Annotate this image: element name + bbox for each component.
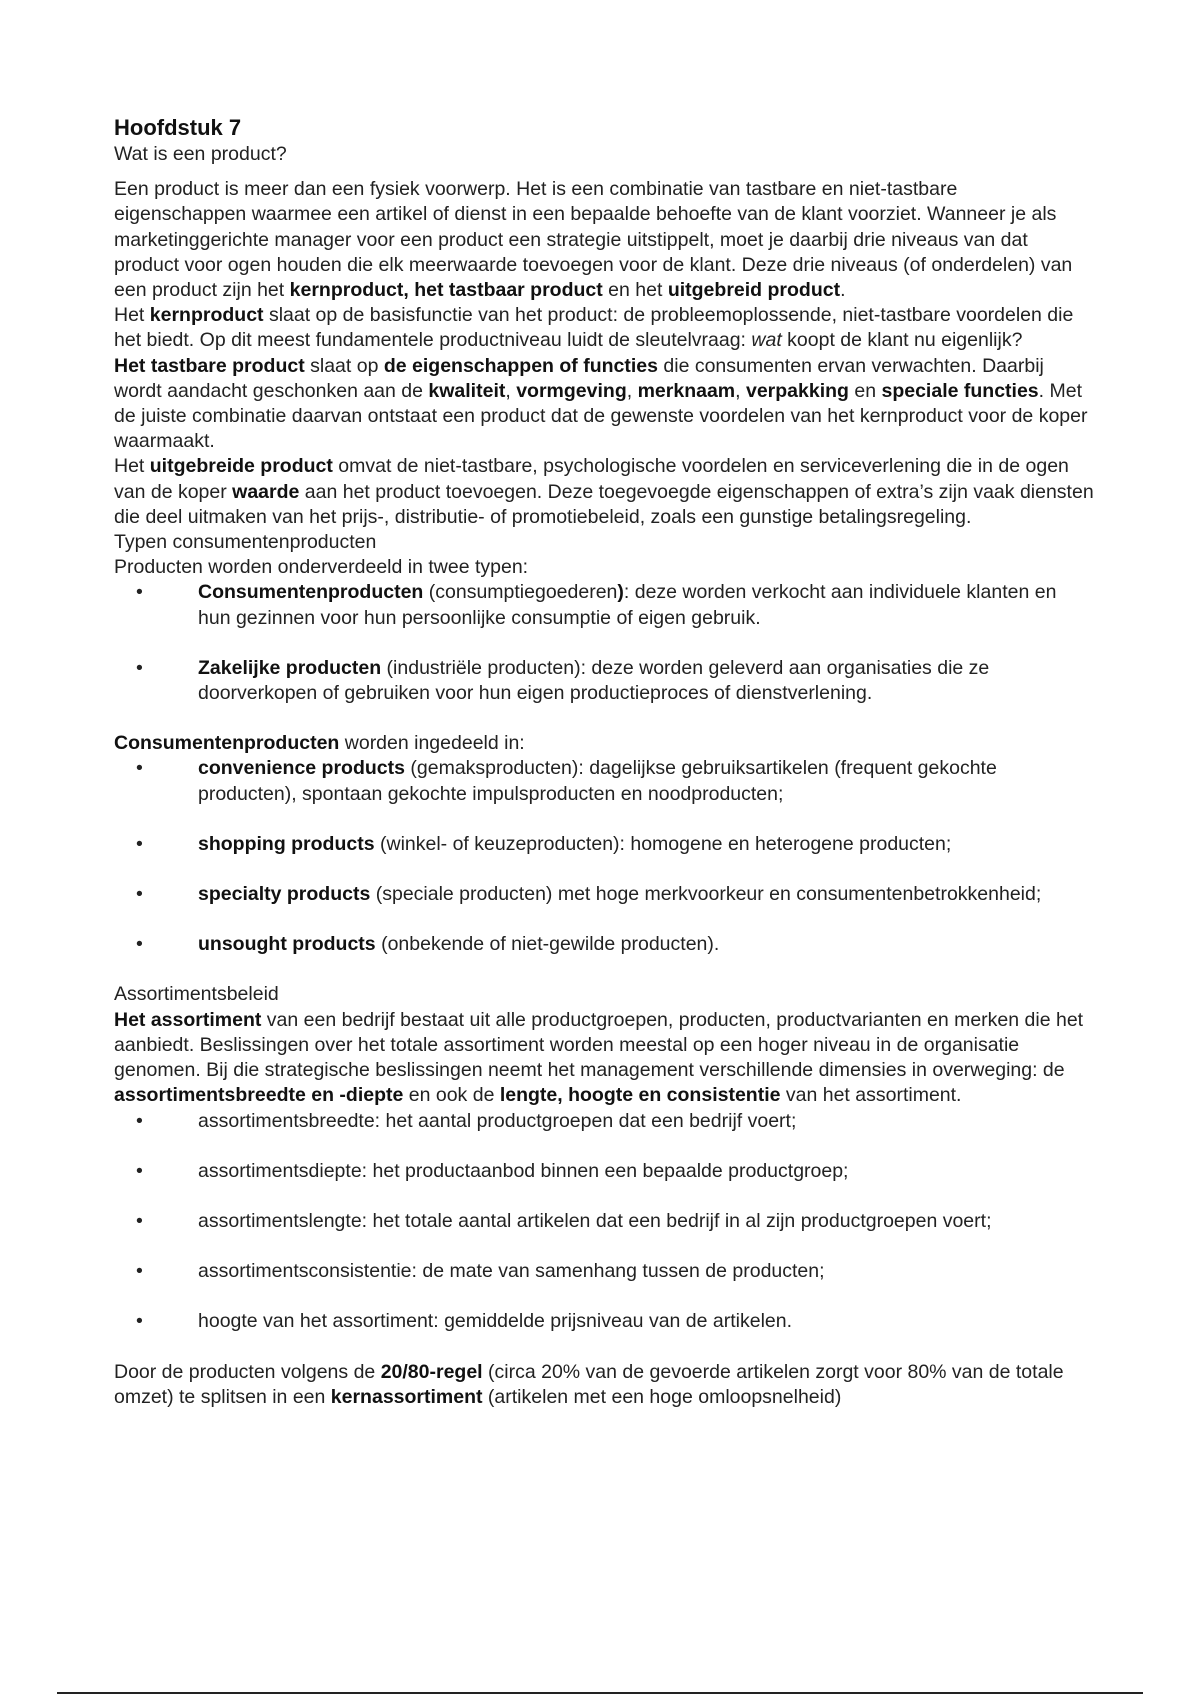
section-intro-typen: Producten worden onderverdeeld in twee typen: xyxy=(114,556,529,579)
text-run: . xyxy=(840,279,846,302)
term-20-80-regel: 20/80-regel xyxy=(380,1360,483,1383)
list-consumer-product-categories xyxy=(114,756,1094,957)
text-run: , xyxy=(403,279,415,302)
term-breedte-diepte: assortimentsbreedte en -diepte xyxy=(114,1084,404,1107)
term-convenience-products: convenience products xyxy=(198,757,405,780)
text-run: (industriële producten): deze worden geleverd aan organisaties die ze doorverkopen of gebruiken voor hun eigen productieproces of dienstverlening. xyxy=(198,656,990,705)
chapter-heading: Hoofdstuk 7 xyxy=(114,115,242,140)
text-run: , xyxy=(626,379,638,402)
text-run: slaat op xyxy=(304,354,384,377)
term-lengte-hoogte-consistentie: lengte, hoogte en consistentie xyxy=(499,1084,781,1107)
text-run: die consumenten ervan verwachten. Daarbij wordt aandacht geschonken aan de xyxy=(114,354,1044,402)
term-kernproduct: kernproduct xyxy=(149,304,264,327)
term-verpakking: verpakking xyxy=(745,379,849,402)
paragraph-assortiment xyxy=(114,1008,1094,1109)
paragraph-uitgebreid-product xyxy=(114,454,1094,530)
text-run: Het xyxy=(114,455,150,478)
section-intro-consumentenproducten xyxy=(114,731,1094,756)
text-run: van het assortiment. xyxy=(780,1084,962,1107)
term-merknaam: merknaam xyxy=(637,379,736,402)
chapter-subtitle: Wat is een product? xyxy=(114,143,287,165)
term-consumentenproducten: Consumentenproducten xyxy=(198,581,424,604)
list-item: • assortimentsconsistentie: de mate van samenhang tussen de producten; xyxy=(114,1259,1094,1284)
term-waarde: waarde xyxy=(232,480,300,503)
emphasis-wat: wat xyxy=(751,329,782,352)
page-bottom-rule xyxy=(57,1692,1143,1694)
text-run: worden ingedeeld in: xyxy=(339,732,525,755)
text-run: (circa 20% van de gevoerde artikelen zorgt voor 80% van de totale omzet) te splitsen in een xyxy=(114,1360,1064,1408)
text-run: (artikelen met een hoge omloopsnelheid) xyxy=(482,1385,842,1408)
text-run: . Met de juiste combinatie daarvan ontstaat een product dat de gewenste voordelen van het kernproduct voor de koper waarmaakt. xyxy=(114,379,1088,453)
text-run: Door de producten volgens de xyxy=(114,1360,381,1383)
text-run: van een bedrijf bestaat uit alle productgroepen, producten, productvarianten en merken die het aanbiedt. Beslissingen over het totale assortiment worden meestal op een hoger niveau in de organisatie genomen. Bij die strategische beslissingen neemt het management verschillende dimensies in overweging: de xyxy=(114,1008,1084,1082)
term-specialty-products: specialty products xyxy=(198,883,371,906)
list-item: • assortimentsdiepte: het productaanbod binnen een bepaalde productgroep; xyxy=(114,1159,1094,1184)
list-item xyxy=(114,656,1094,706)
term-het-assortiment: Het assortiment xyxy=(114,1008,262,1031)
list-item xyxy=(114,580,1094,630)
text-run: en xyxy=(848,379,882,402)
term-unsought-products: unsought products xyxy=(198,933,376,956)
paragraph-20-80-rule xyxy=(114,1360,1094,1410)
term-uitgebreide-product: uitgebreide product xyxy=(149,455,333,478)
paragraph-product-definition xyxy=(114,177,1094,303)
term-tastbare-product: Het tastbare product xyxy=(114,354,305,377)
term-tastbaar-product: het tastbaar product xyxy=(414,279,603,302)
text-run: aan het product toevoegen. Deze toegevoegde eigenschappen of extra’s zijn vaak diensten die deel uitmaken van het prijs-, distributie- of promotiebeleid, zoals een gunstige betalingsregeling. xyxy=(114,480,1094,528)
text-run: omvat de niet-tastbare, psychologische voordelen en serviceverlening die in de ogen van de koper xyxy=(114,455,1069,503)
list-item xyxy=(114,882,1094,907)
term-zakelijke-producten: Zakelijke producten xyxy=(198,656,382,679)
section-title-assortimentsbeleid: Assortimentsbeleid xyxy=(114,983,279,1006)
document-page xyxy=(114,114,1094,1410)
text-run: (consumptiegoederen xyxy=(423,581,618,604)
text-run: Het xyxy=(114,304,150,327)
text-run: koopt de klant nu eigenlijk? xyxy=(781,329,1023,352)
section-title-typen: Typen consumentenproducten xyxy=(114,531,377,554)
list-item: • assortimentslengte: het totale aantal artikelen dat een bedrijf in al zijn productgroepen voert; xyxy=(114,1209,1094,1234)
list-item xyxy=(114,756,1094,806)
text-run: (onbekende of niet-gewilde producten). xyxy=(375,933,720,956)
term-shopping-products: shopping products xyxy=(198,832,375,855)
text-run: , xyxy=(735,379,746,402)
list-item xyxy=(114,832,1094,857)
term-kernassortiment: kernassortiment xyxy=(330,1385,483,1408)
term-speciale-functies: speciale functies xyxy=(881,379,1039,402)
list-item xyxy=(114,932,1094,957)
paragraph-tastbaar-product xyxy=(114,354,1094,455)
text-run: (gemaksproducten): dagelijkse gebruiksartikelen (frequent gekochte producten), spontaan gekochte impulsproducten en noodproducten; xyxy=(198,757,997,805)
term-uitgebreid-product: uitgebreid product xyxy=(667,279,841,302)
term-eigenschappen: de eigenschappen of functies xyxy=(383,354,658,377)
list-item: • assortimentsbreedte: het aantal productgroepen dat een bedrijf voert; xyxy=(114,1109,1094,1134)
term-vormgeving: vormgeving xyxy=(516,379,627,402)
text-run: (speciale producten) met hoge merkvoorkeur en consumentenbetrokkenheid; xyxy=(370,883,1042,906)
text-run: Een product is meer dan een fysiek voorwerp. Het is een combinatie van tastbare en niet-tastbare eigenschappen waarmee een artikel of dienst in een bepaalde behoefte van de klant voorziet. Wanneer je als marketinggerichte manager voor een product een strategie uitstippelt, moet je daarbij drie niveaus van dat product voor ogen houden die elk meerwaarde toevoegen voor de klant. Deze drie niveaus (of onderdelen) van een product zijn het xyxy=(114,178,1073,302)
text-run: (winkel- of keuzeproducten): homogene en heterogene producten; xyxy=(374,832,952,855)
text-run: en ook de xyxy=(403,1084,500,1107)
term-kernproduct: kernproduct xyxy=(289,279,404,302)
list-product-types xyxy=(114,580,1094,706)
text-run: en het xyxy=(602,279,668,302)
text-run: ) xyxy=(617,581,624,604)
list-item: • hoogte van het assortiment: gemiddelde prijsniveau van de artikelen. xyxy=(114,1309,1094,1334)
list-assortment-dimensions xyxy=(114,1109,1094,1335)
term-kwaliteit: kwaliteit xyxy=(428,379,506,402)
term-consumentenproducten: Consumentenproducten xyxy=(114,732,340,755)
text-run: : deze worden verkocht aan individuele klanten en hun gezinnen voor hun persoonlijke consumptie of eigen gebruik. xyxy=(198,581,1057,629)
paragraph-kernproduct xyxy=(114,303,1094,353)
text-run: , xyxy=(505,379,517,402)
text-run: slaat op de basisfunctie van het product: de probleemoplossende, niet-tastbare voordelen die het biedt. Op dit meest fundamentele productniveau luidt de sleutelvraag: xyxy=(114,304,1074,352)
